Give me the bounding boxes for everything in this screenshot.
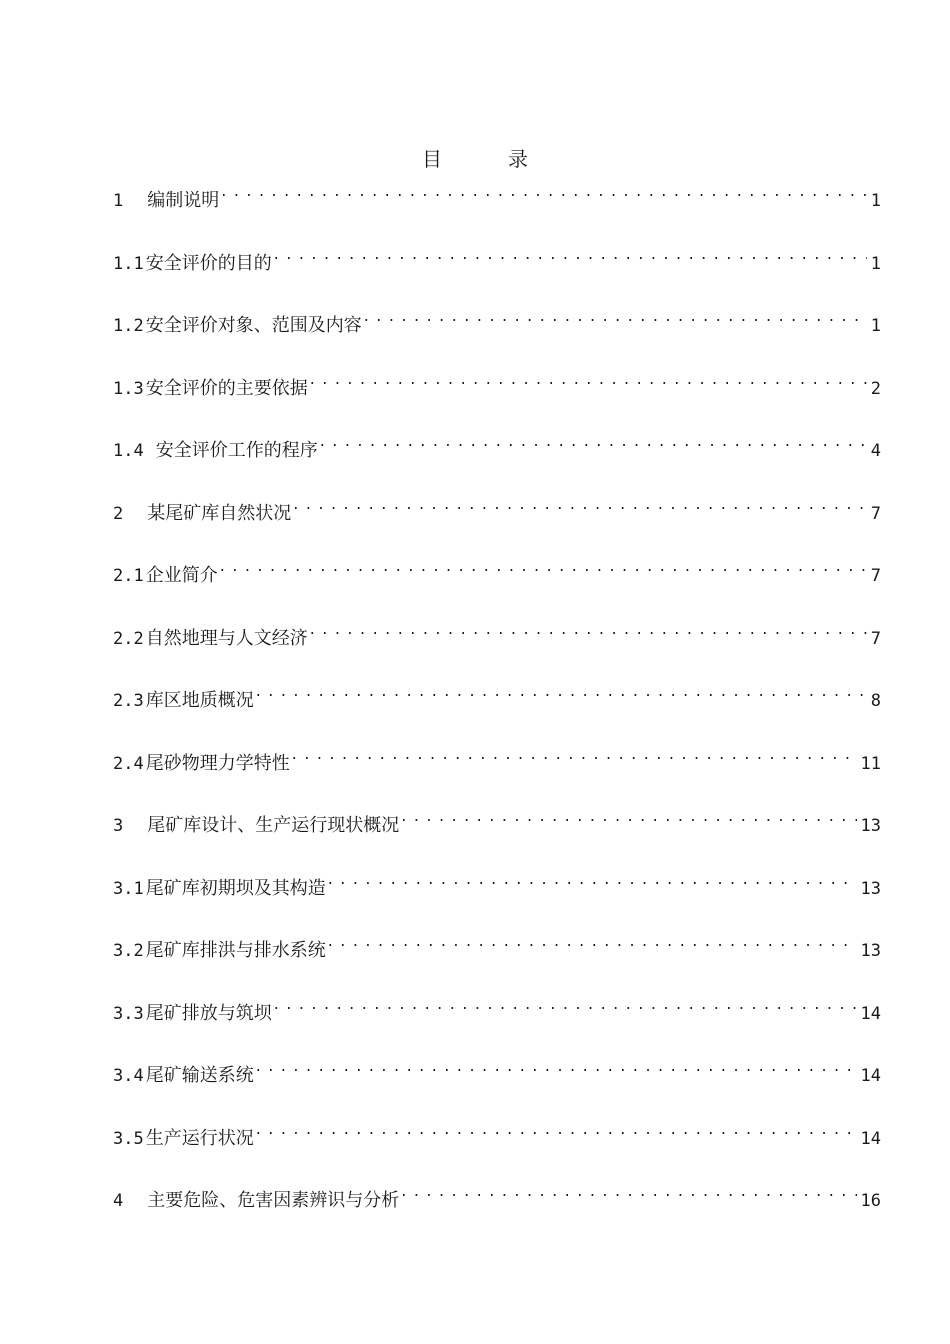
toc-entry[interactable] bbox=[113, 1051, 881, 1086]
toc-entry-number: 3.2 bbox=[113, 941, 144, 961]
toc-entry-title: 尾矿库排洪与排水系统 bbox=[145, 940, 326, 961]
toc-dot-leader bbox=[401, 1176, 856, 1206]
toc-entry-title: 尾矿排放与筑坝 bbox=[145, 1002, 272, 1024]
toc-entry-page-number: 11 bbox=[860, 753, 881, 774]
toc-entry[interactable] bbox=[113, 864, 881, 899]
toc-entry-title: 安全评价工作的程序 bbox=[155, 440, 318, 461]
toc-entry-number: 1.2 bbox=[113, 316, 144, 336]
toc-entry-title: 自然地理与人文经济 bbox=[145, 627, 308, 649]
toc-entry-title: 某尾矿库自然状况 bbox=[147, 502, 292, 524]
toc-entry-number: 3.4 bbox=[113, 1066, 144, 1086]
toc-entry-number: 1 bbox=[113, 191, 124, 211]
toc-title-left: 目 bbox=[422, 147, 442, 171]
toc-dot-leader bbox=[328, 864, 857, 894]
toc-entry-number: 2.1 bbox=[113, 566, 144, 586]
toc-dot-leader bbox=[274, 239, 867, 269]
toc-entry[interactable] bbox=[113, 551, 881, 586]
toc-entry-page-number: 13 bbox=[860, 941, 881, 961]
toc-dot-leader bbox=[256, 676, 867, 706]
toc-entry-title: 尾矿输送系统 bbox=[145, 1065, 254, 1086]
toc-entry[interactable] bbox=[113, 176, 881, 211]
toc-entry-number: 2.2 bbox=[113, 628, 144, 649]
toc-entry-page-number: 1 bbox=[870, 316, 881, 336]
toc-dot-leader bbox=[310, 364, 867, 394]
toc-entry[interactable] bbox=[113, 1114, 881, 1149]
toc-entry-title: 库区地质概况 bbox=[145, 690, 254, 711]
toc-dot-leader bbox=[292, 739, 857, 769]
toc-entry-page-number: 14 bbox=[860, 1003, 881, 1024]
toc-entry[interactable] bbox=[113, 614, 881, 649]
toc-entry-page-number: 16 bbox=[860, 1191, 881, 1211]
toc-entry[interactable] bbox=[113, 239, 881, 274]
toc-dot-leader bbox=[293, 489, 867, 519]
toc-dot-leader bbox=[310, 614, 867, 644]
toc-entry-page-number: 7 bbox=[870, 628, 881, 649]
toc-entry[interactable] bbox=[113, 489, 881, 524]
toc-dot-leader bbox=[274, 989, 857, 1019]
toc-entry-page-number: 1 bbox=[870, 253, 881, 274]
toc-entry-number: 3.3 bbox=[113, 1003, 144, 1024]
toc-entry-number: 2 bbox=[113, 503, 124, 524]
toc-entry-title: 企业简介 bbox=[145, 565, 218, 586]
toc-entry-number: 4 bbox=[113, 1191, 124, 1211]
toc-entry-number: 3.5 bbox=[113, 1128, 144, 1149]
toc-entry-title: 生产运行状况 bbox=[145, 1127, 254, 1149]
toc-dot-leader bbox=[328, 926, 857, 956]
toc-entry-page-number: 7 bbox=[870, 503, 881, 524]
toc-entry-title: 安全评价的主要依据 bbox=[145, 377, 308, 399]
toc-title-right: 录 bbox=[508, 147, 528, 171]
toc-entry-page-number: 7 bbox=[870, 566, 881, 586]
toc-entry-number: 1.1 bbox=[113, 253, 144, 274]
toc-entry[interactable] bbox=[113, 926, 881, 961]
toc-entry-page-number: 2 bbox=[870, 378, 881, 399]
toc-dot-leader bbox=[364, 301, 867, 331]
toc-dot-leader bbox=[220, 551, 867, 581]
toc-title bbox=[0, 143, 950, 172]
toc-entry-page-number: 13 bbox=[860, 878, 881, 899]
toc-entry-title: 主要危险、危害因素辨识与分析 bbox=[147, 1190, 400, 1211]
toc-entry-number: 3 bbox=[113, 816, 124, 836]
toc-entry-page-number: 8 bbox=[870, 691, 881, 711]
toc-dot-leader bbox=[401, 801, 856, 831]
toc-entry-page-number: 14 bbox=[860, 1066, 881, 1086]
toc-entry[interactable] bbox=[113, 301, 881, 336]
toc-entry[interactable] bbox=[113, 739, 881, 774]
toc-entry[interactable] bbox=[113, 989, 881, 1024]
toc-dot-leader bbox=[320, 426, 867, 456]
toc-entry-page-number: 1 bbox=[870, 191, 881, 211]
toc-entry-number: 3.1 bbox=[113, 878, 144, 899]
toc-entry-number: 2.4 bbox=[113, 753, 144, 774]
toc-entry[interactable] bbox=[113, 676, 881, 711]
toc-entry-title: 安全评价对象、范围及内容 bbox=[145, 315, 362, 336]
toc-entry[interactable] bbox=[113, 364, 881, 399]
toc-entry-number: 1.4 bbox=[113, 441, 144, 461]
toc-entry-title: 尾矿库初期坝及其构造 bbox=[145, 877, 326, 899]
toc-entry-number: 2.3 bbox=[113, 691, 144, 711]
toc-entry[interactable] bbox=[113, 1176, 881, 1211]
toc-entry-page-number: 13 bbox=[860, 816, 881, 836]
toc-entry-title: 尾矿库设计、生产运行现状概况 bbox=[147, 815, 400, 836]
toc-entry-title: 编制说明 bbox=[147, 190, 220, 211]
toc-entry-title: 尾砂物理力学特性 bbox=[145, 752, 290, 774]
toc-entry-title: 安全评价的目的 bbox=[145, 252, 272, 274]
toc-entry[interactable] bbox=[113, 801, 881, 836]
toc-entry-page-number: 14 bbox=[860, 1128, 881, 1149]
toc-entry[interactable] bbox=[113, 426, 881, 461]
toc-entry-number: 1.3 bbox=[113, 378, 144, 399]
toc-dot-leader bbox=[221, 176, 867, 206]
toc-entry-page-number: 4 bbox=[870, 441, 881, 461]
toc-dot-leader bbox=[256, 1051, 857, 1081]
toc-dot-leader bbox=[256, 1114, 857, 1144]
